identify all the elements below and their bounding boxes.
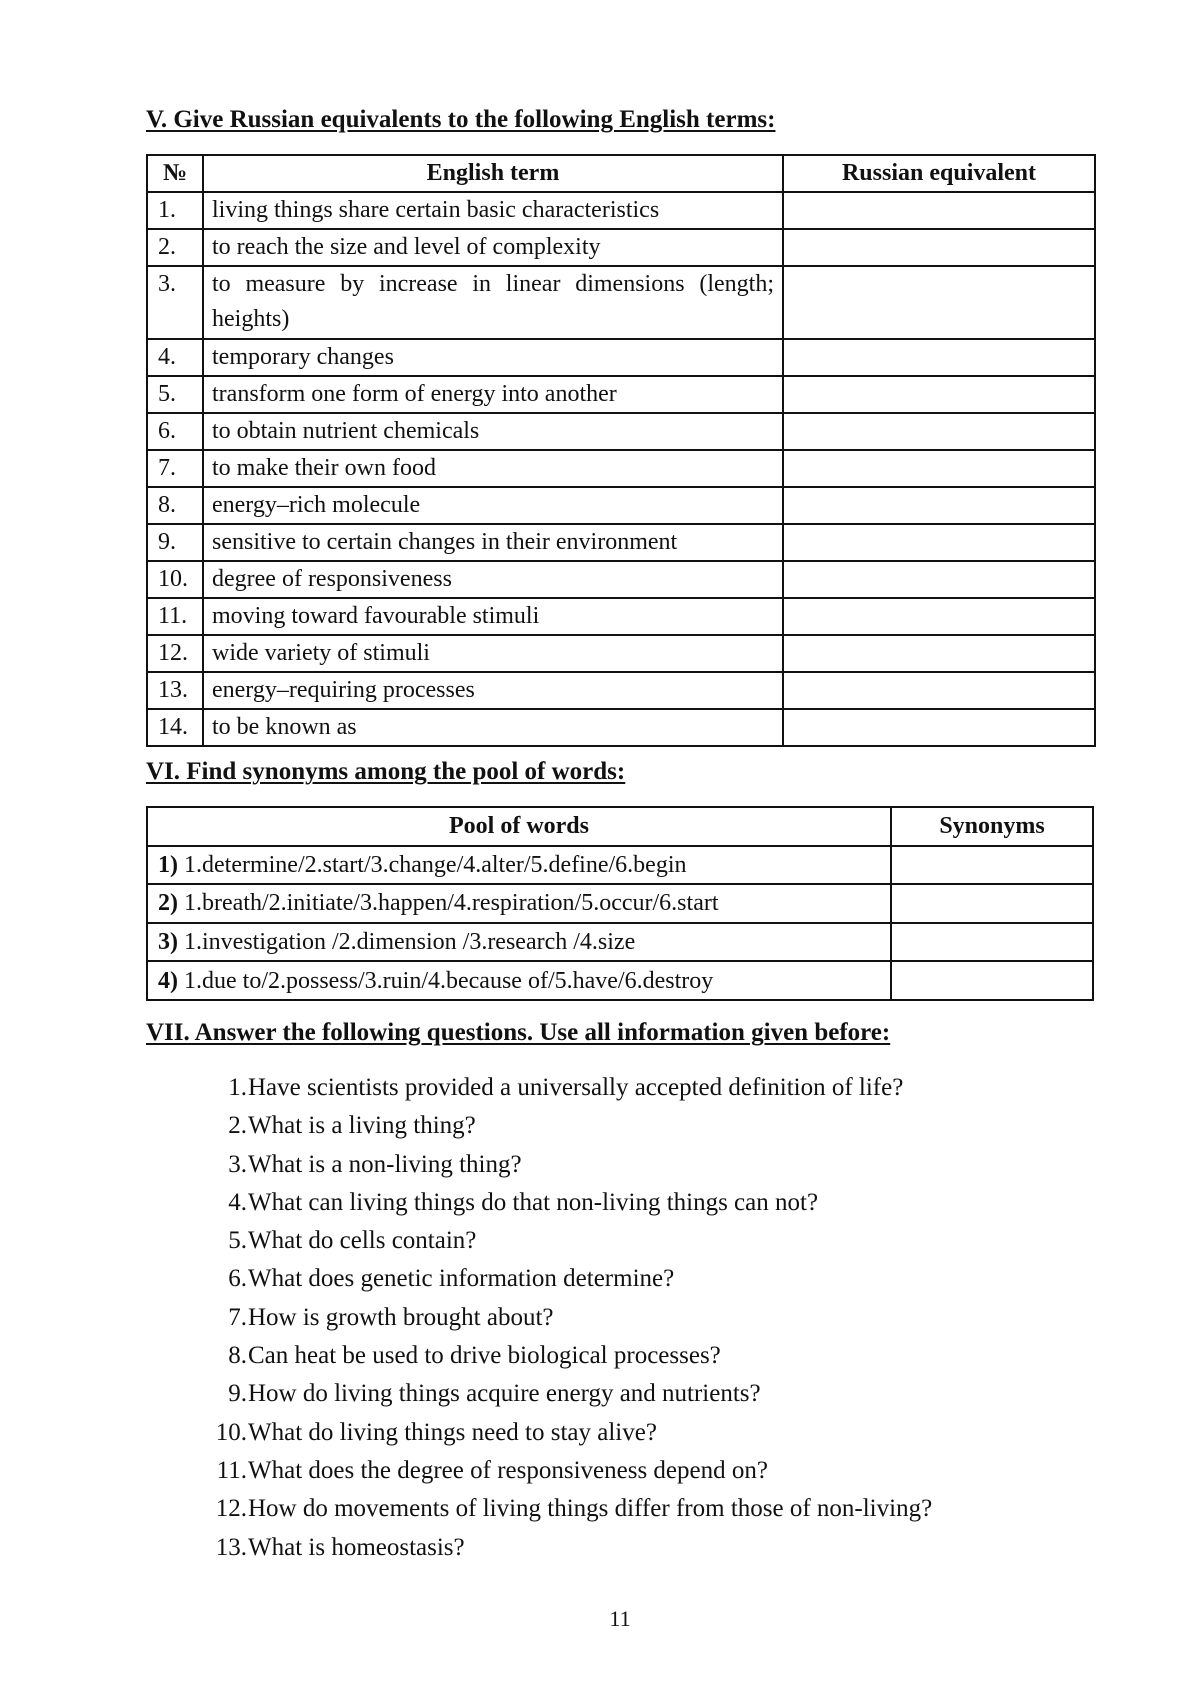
table-row — [147, 635, 1095, 672]
russian-equivalent-cell[interactable] — [783, 192, 1095, 229]
russian-equivalent-cell[interactable] — [783, 339, 1095, 376]
question-number: 10. — [215, 1418, 247, 1446]
question-text: What is homeostasis? — [248, 1533, 465, 1561]
table-row — [147, 709, 1095, 746]
list-item — [203, 1146, 932, 1184]
russian-equivalent-cell[interactable] — [783, 413, 1095, 450]
question-number: 2. — [228, 1112, 247, 1140]
question-number: 6. — [228, 1265, 247, 1293]
list-item — [203, 1490, 932, 1528]
word-pool: 1.determine/2.start/3.change/4.alter/5.define/6.begin — [184, 851, 687, 878]
page-number: 11 — [609, 1606, 631, 1631]
table-row — [147, 266, 1095, 339]
question-text: Have scientists provided a universally accepted definition of life? — [248, 1074, 904, 1101]
question-number: 13. — [215, 1533, 247, 1561]
list-item — [203, 1069, 932, 1107]
table-row — [147, 884, 1093, 923]
russian-equivalent-cell[interactable] — [783, 450, 1095, 487]
english-term: to make their own food — [203, 450, 783, 487]
question-text: How do living things acquire energy and nutrients? — [248, 1380, 761, 1408]
question-text: What is a non-living thing? — [248, 1150, 522, 1178]
russian-equivalent-cell[interactable] — [783, 635, 1095, 672]
row-number: 14. — [147, 709, 203, 746]
russian-equivalent-cell[interactable] — [783, 376, 1095, 413]
row-number: 4. — [147, 339, 203, 376]
row-number: 7. — [147, 450, 203, 487]
section-5-heading: V. Give Russian equivalents to the following English terms: — [146, 106, 776, 133]
question-number: 4. — [228, 1188, 247, 1216]
table-row — [147, 672, 1095, 709]
list-item — [203, 1337, 932, 1375]
column-header-english-term: English term — [203, 155, 783, 192]
question-text: What does the degree of responsiveness depend on? — [248, 1456, 768, 1484]
russian-equivalent-cell[interactable] — [783, 266, 1095, 339]
russian-equivalent-cell[interactable] — [783, 229, 1095, 266]
column-header-number: № — [147, 155, 203, 192]
question-number: 1. — [228, 1074, 247, 1101]
synonyms-table — [146, 806, 1094, 1001]
english-term: sensitive to certain changes in their environment — [203, 524, 783, 561]
table-row — [147, 598, 1095, 635]
english-term: to be known as — [203, 709, 783, 746]
russian-equivalent-cell[interactable] — [783, 709, 1095, 746]
english-term: to reach the size and level of complexity — [203, 229, 783, 266]
table-row — [147, 923, 1093, 962]
row-number: 8. — [147, 487, 203, 524]
english-term: living things share certain basic characteristics — [203, 192, 783, 229]
row-number: 11. — [147, 598, 203, 635]
table-row — [147, 229, 1095, 266]
list-item — [203, 1414, 932, 1452]
table-header-row — [147, 807, 1093, 846]
word-pool-cell — [147, 846, 891, 885]
synonyms-cell[interactable] — [891, 961, 1093, 1000]
table-row — [147, 561, 1095, 598]
question-text: How do movements of living things differ from those of non-living? — [248, 1495, 933, 1523]
row-number: 3. — [147, 266, 203, 339]
row-number: 6. — [147, 413, 203, 450]
table-row — [147, 524, 1095, 561]
row-label: 3) — [158, 929, 178, 956]
english-term: to measure by increase in linear dimensions (length; heights) — [203, 266, 783, 339]
english-term: degree of responsiveness — [203, 561, 783, 598]
question-number: 11. — [216, 1456, 247, 1484]
table-row — [147, 339, 1095, 376]
synonyms-cell[interactable] — [891, 846, 1093, 885]
list-item — [203, 1184, 932, 1222]
table-row — [147, 487, 1095, 524]
question-number: 8. — [228, 1342, 247, 1370]
table-row — [147, 846, 1093, 885]
english-term: wide variety of stimuli — [203, 635, 783, 672]
row-label: 4) — [158, 967, 178, 994]
english-term: temporary changes — [203, 339, 783, 376]
question-number: 5. — [228, 1227, 247, 1255]
table-row — [147, 961, 1093, 1000]
word-pool-cell — [147, 961, 891, 1000]
table-row — [147, 450, 1095, 487]
table-header-row — [147, 155, 1095, 192]
table-row — [147, 376, 1095, 413]
question-number: 12. — [215, 1495, 247, 1523]
row-number: 10. — [147, 561, 203, 598]
word-pool-cell — [147, 923, 891, 962]
english-term: to obtain nutrient chemicals — [203, 413, 783, 450]
row-label: 1) — [158, 851, 178, 878]
russian-equivalent-cell[interactable] — [783, 487, 1095, 524]
question-text: Can heat be used to drive biological processes? — [248, 1342, 721, 1370]
row-number: 13. — [147, 672, 203, 709]
russian-equivalent-cell[interactable] — [783, 524, 1095, 561]
english-term: transform one form of energy into another — [203, 376, 783, 413]
question-text: What do living things need to stay alive? — [248, 1418, 657, 1446]
row-label: 2) — [158, 890, 178, 917]
list-item — [203, 1260, 932, 1298]
english-term: energy–requiring processes — [203, 672, 783, 709]
section-7-heading: VII. Answer the following questions. Use all information given before: — [146, 1019, 891, 1046]
table-row — [147, 192, 1095, 229]
row-number: 12. — [147, 635, 203, 672]
row-number: 1. — [147, 192, 203, 229]
synonyms-cell[interactable] — [891, 923, 1093, 962]
column-header-synonyms: Synonyms — [891, 807, 1093, 846]
list-item — [203, 1452, 932, 1490]
russian-equivalent-cell[interactable] — [783, 672, 1095, 709]
terms-table — [146, 154, 1096, 747]
word-pool-cell — [147, 884, 891, 923]
word-pool: 1.due to/2.possess/3.ruin/4.because of/5.have/6.destroy — [184, 967, 714, 994]
list-item — [203, 1222, 932, 1260]
question-text: What can living things do that non-living things can not? — [248, 1188, 819, 1216]
russian-equivalent-cell[interactable] — [783, 598, 1095, 635]
row-number: 5. — [147, 376, 203, 413]
russian-equivalent-cell[interactable] — [783, 561, 1095, 598]
table-row — [147, 413, 1095, 450]
question-number: 3. — [228, 1150, 247, 1178]
word-pool: 1.breath/2.initiate/3.happen/4.respiration/5.occur/6.start — [184, 890, 719, 917]
question-text: What does genetic information determine? — [248, 1265, 675, 1293]
question-text: What is a living thing? — [248, 1112, 476, 1140]
synonyms-cell[interactable] — [891, 884, 1093, 923]
question-text: How is growth brought about? — [248, 1303, 554, 1331]
english-term: energy–rich molecule — [203, 487, 783, 524]
question-number: 9. — [228, 1380, 247, 1408]
row-number: 9. — [147, 524, 203, 561]
list-item — [203, 1529, 932, 1567]
list-item — [203, 1375, 932, 1413]
list-item — [203, 1299, 932, 1337]
row-number: 2. — [147, 229, 203, 266]
question-number: 7. — [228, 1303, 247, 1331]
list-item — [203, 1107, 932, 1145]
section-6-heading: VI. Find synonyms among the pool of words: — [146, 758, 626, 785]
question-text: What do cells contain? — [248, 1227, 477, 1255]
column-header-russian-equivalent: Russian equivalent — [783, 155, 1095, 192]
english-term: moving toward favourable stimuli — [203, 598, 783, 635]
column-header-pool-of-words: Pool of words — [147, 807, 891, 846]
questions-list — [203, 1069, 932, 1567]
word-pool: 1.investigation /2.dimension /3.research /4.size — [184, 929, 636, 956]
